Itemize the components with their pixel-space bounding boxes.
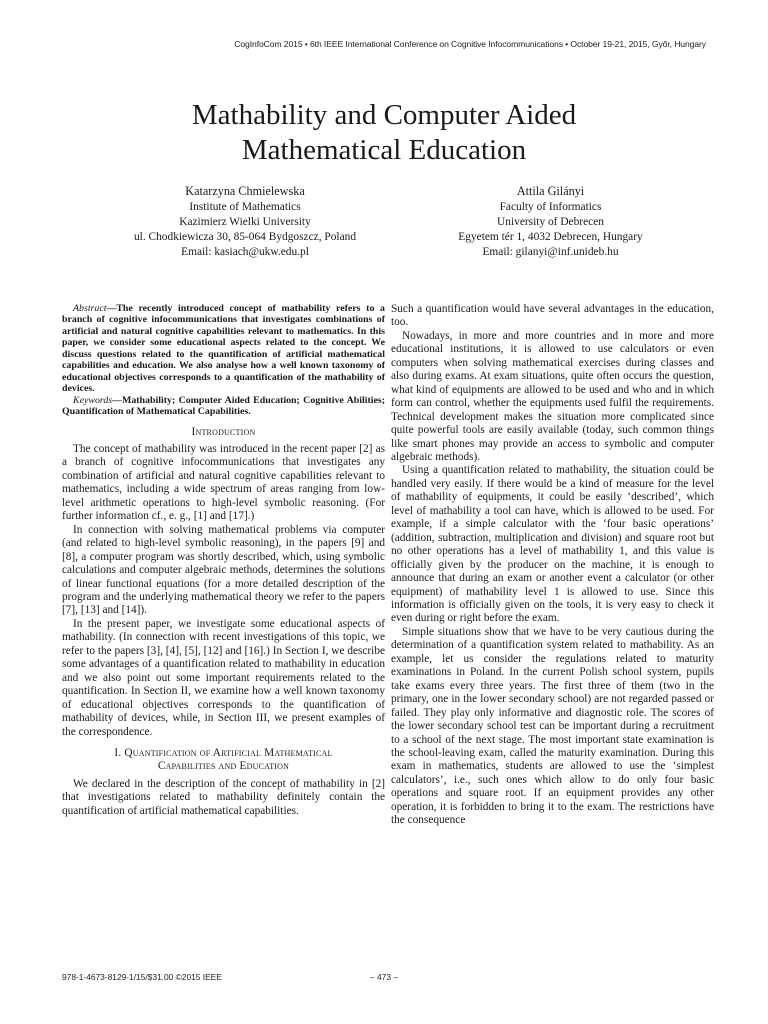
footer-page-number: – 473 – bbox=[370, 972, 398, 982]
title-line-2: Mathematical Education bbox=[241, 134, 527, 166]
author-name: Attila Gilányi bbox=[516, 184, 585, 198]
section-heading-1 bbox=[62, 747, 385, 774]
running-header: CogInfoCom 2015 • 6th IEEE International Conference on Cognitive Infocommunications • October 19-21, 2015, Győr, Hungary bbox=[234, 39, 706, 49]
paragraph: In the present paper, we investigate some educational aspects of mathability. (In connection with recent investigations of this topic, we refer to the papers [3], [4], [5], [12] and [16].) In Section I, we describe some advantages of a quantification related to mathability in education and we also point out some important requirements related to the quantification. In Section II, we examine how a well known taxonomy of educational objectives corresponds to the quantification of mathability of devices, while, in Section III, we present examples of the correspondence. bbox=[62, 617, 385, 738]
author-email: Email: gilanyi@inf.unideb.hu bbox=[482, 246, 619, 258]
paragraph: Using a quantification related to mathability, the situation could be handled very easily. If there would be a kind of measure for the level of mathability of equipments, it could be easily ‘described’, which level of mathability a tool can have, which is allowed to be used. For example, if a simple calculator with the ‘four basic operations’ (addition, subtraction, multiplication and division) and square root but no other operations has a level of mathability 1, and this value is officially given by the producer on the machine, it is enough to announce that during an exam or another event a calculator (or other equipment) of mathability level 1 is allowed to use. Since this information is officially given on the tools, it is very easy to check it even during or right before the exam. bbox=[391, 464, 714, 625]
paragraph: The concept of mathability was introduced in the recent paper [2] as a branch of cognitive infocommunications that investigates any combination of artificial and natural cognitive capabilities relevant to mathematics, including a wide spectrum of areas ranging from low-level arithmetic operations to high-level symbolic reasoning. (For further information cf., e. g., [1] and [17].) bbox=[62, 442, 385, 523]
section-heading-introduction: Introduction bbox=[191, 425, 256, 438]
abstract-text: —The recently introduced concept of mathability refers to a branch of cognitive infocommunications that investigates combinations of artificial and natural cognitive capabilities relevant to mathematics. In this paper, we consider some educational aspects related to the concept. We discuss questions related to the quantification of artificial mathematical capabilities and education. We also analyse how a well known taxonomy of educational objectives corresponds to a quantification of the mathability of devices. bbox=[62, 303, 385, 395]
keywords bbox=[62, 395, 385, 418]
footer-isbn: 978-1-4673-8129-1/15/$31.00 ©2015 IEEE bbox=[62, 972, 222, 982]
keywords-text: —Mathability; Computer Aided Education; Cognitive Abilities; Quantification of Mathematical Capabilities. bbox=[62, 394, 385, 418]
section-heading-1-line-1: I. Quantification of Artificial Mathematical bbox=[114, 746, 333, 759]
paragraph: Simple situations show that we have to be very cautious during the determination of a quantification system related to mathability. As an example, let us consider the regulations related to maturity examinations in Poland. In the current Polish school system, pupils take exams every three years. The first three of them (two in the primary, one in the lower secondary school) are not regarded passed or failed. They play only informative and diagnostic role. The scores of the lower secondary school test can be important during a recruitment to a school of the next stage. The most important state examination is the school-leaving exam, called the maturity examination. During this exam in mathematics, students are allowed to use the ‘simplest calculators’, i.e., such ones which allow to do only four basic operations and square root. If an equipment provides any other operation, it is forbidden to bring it to the exam. The restrictions have the consequence bbox=[391, 625, 714, 827]
author-university: Kazimierz Wielki University bbox=[179, 216, 311, 228]
abstract-lead: Abstract bbox=[73, 303, 107, 314]
abstract bbox=[62, 303, 385, 395]
right-column bbox=[391, 303, 714, 828]
paragraph: We declared in the description of the concept of mathability in [2] that investigations related to mathability definitely contain the quantification of artificial mathematical capabilities. bbox=[62, 777, 385, 817]
author-name: Katarzyna Chmielewska bbox=[185, 184, 305, 198]
author-department: Institute of Mathematics bbox=[189, 201, 301, 213]
author-email: Email: kasiach@ukw.edu.pl bbox=[181, 246, 309, 258]
author-address: Egyetem tér 1, 4032 Debrecen, Hungary bbox=[458, 231, 643, 243]
author-university: University of Debrecen bbox=[497, 216, 604, 228]
keywords-lead: Keywords bbox=[73, 394, 113, 406]
paragraph: Nowadays, in more and more countries and in more and more educational institutions, it is allowed to use calculators or even computers when solving mathematical exercises during classes and also during exams. At exam situations, quite often occurs the question, what kind of equipments are allowed to be used and who and in which form can control, whether the equipments used fulfil the requirements. Technical development makes the situation more complicated since quite powerful tools are easily available (today, such common things like smart phones may provide an access to symbolic and computer algebraic methods). bbox=[391, 329, 714, 463]
title-line-1: Mathability and Computer Aided bbox=[191, 99, 577, 131]
author-address: ul. Chodkiewicza 30, 85-064 Bydgoszcz, Poland bbox=[133, 231, 357, 243]
author-department: Faculty of Informatics bbox=[499, 201, 602, 213]
author-block-2 bbox=[408, 184, 693, 260]
author-block-1 bbox=[100, 184, 390, 260]
paper-title bbox=[0, 98, 768, 168]
paragraph: Such a quantification would have several advantages in the education, too. bbox=[391, 303, 714, 329]
paragraph: In connection with solving mathematical problems via computer (and related to high-level symbolic reasoning), in the papers [9] and [8], a computer program was shortly described, which, using symbolic calculations and computer algebraic methods, determines the solutions of linear functional equations (for a more detailed description of the program and the underlying mathematical theory we refer to the papers [7], [13] and [14]). bbox=[62, 523, 385, 617]
section-heading-1-line-2: Capabilities and Education bbox=[157, 760, 290, 773]
left-column bbox=[62, 303, 385, 818]
